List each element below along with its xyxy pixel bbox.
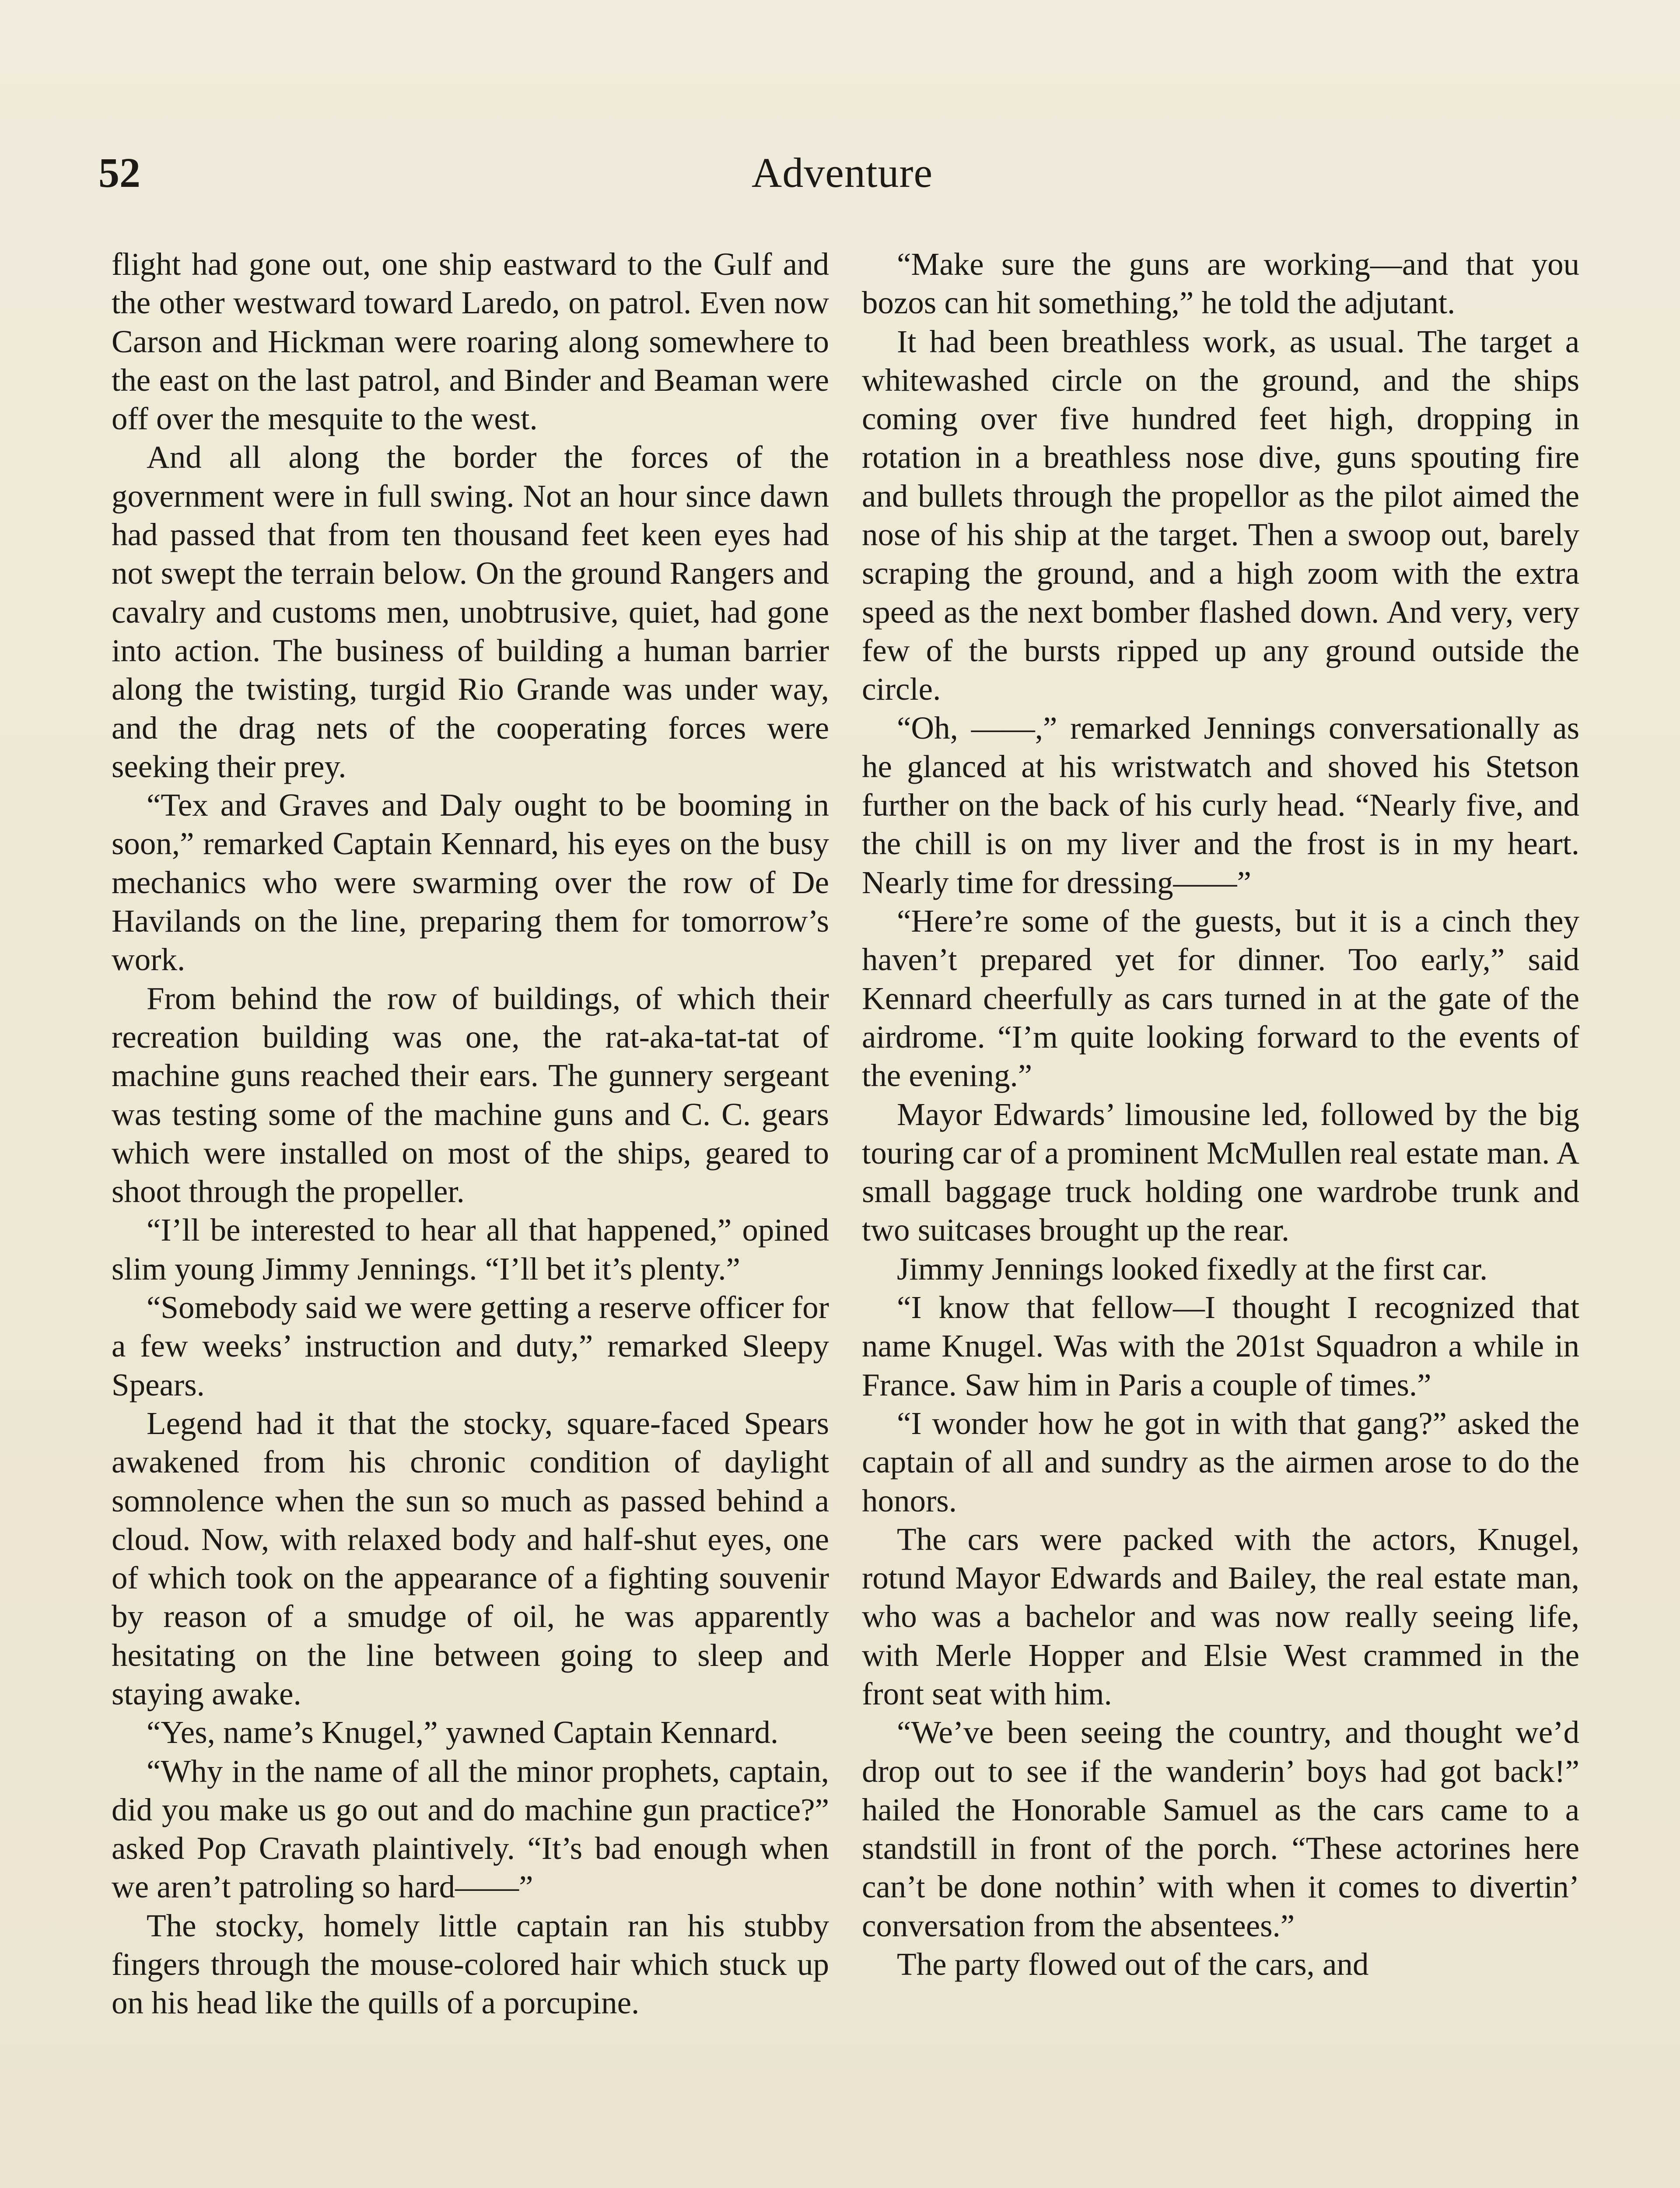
paragraph: “Oh, ——,” remarked Jennings conversationally as he glanced at his wristwatch and shoved his Stetson further on the back of his curly head. “Nearly five, and the chill is on my liver and the frost is in my heart. Nearly time for dressing——” (862, 710, 1579, 900)
page-number: 52 (98, 149, 140, 196)
paragraph: It had been breathless work, as usual. The target a whitewashed circle on the ground, and the ships coming over five hundred feet high, dropping in rotation in a breathless nose dive, guns spouting fire and bullets through the propellor as the pilot aimed the nose of his ship at the target. Then a swoop out, barely scraping the ground, and a high zoom with the extra speed as the next bomber flashed down. And very, very few of the bursts ripped up any ground outside the circle. (862, 323, 1579, 707)
paragraph: The stocky, homely little captain ran his stubby fingers through the mouse-colored hair which stuck up on his head like the quills of a porcupine. (112, 1907, 829, 2021)
paragraph: The party flowed out of the cars, and (897, 1946, 1369, 1982)
paragraph: From behind the row of buildings, of which their recreation building was one, the rat-aka-tat-tat of machine guns reached their ears. The gunnery sergeant was testing some of the machine guns and C. C. gears which were installed on most of the ships, geared to shoot through the propeller. (112, 980, 829, 1210)
paragraph: flight had gone out, one ship eastward to the Gulf and the other westward toward Laredo, on patrol. Even now Carson and Hickman were roaring along somewhere to the east on the last patrol, and Binder and Beaman were off over the mesquite to the west. (112, 246, 829, 437)
paragraph: “I know that fellow—I thought I recognized that name Knugel. Was with the 201st Squadron a while in France. Saw him in Paris a couple of times.” (862, 1290, 1579, 1403)
paragraph: “Yes, name’s Knugel,” yawned Captain Kennard. (147, 1715, 779, 1750)
page-header (98, 140, 1586, 206)
running-title: Adventure (751, 149, 933, 196)
paragraph: “I wonder how he got in with that gang?” asked the captain of all and sundry as the airmen arose to do the honors. (862, 1405, 1579, 1518)
right-column (862, 245, 1579, 2188)
left-column (112, 245, 829, 2188)
paragraph: “We’ve been seeing the country, and thought we’d drop out to see if the wanderin’ boys had got back!” hailed the Honorable Samuel as the cars came to a standstill in front of the porch. “These actorines here can’t be done nothin’ with when it comes to divertin’ conversation from the absentees.” (862, 1715, 1579, 1943)
paragraph: “Why in the name of all the minor prophets, captain, did you make us go out and do machine gun practice?” asked Pop Cravath plaintively. “It’s bad enough when we aren’t patroling so hard——” (112, 1753, 829, 1905)
paragraph: And all along the border the forces of the government were in full swing. Not an hour since dawn had passed that from ten thousand feet keen eyes had not swept the terrain below. On the ground Rangers and cavalry and customs men, unobtrusive, quiet, had gone into action. The business of building a human barrier along the twisting, turgid Rio Grande was under way, and the drag nets of the cooperating forces were seeking their prey. (112, 439, 829, 784)
paragraph: The cars were packed with the actors, Knugel, rotund Mayor Edwards and Bailey, the real estate man, who was a bachelor and was now really seeing life, with Merle Hopper and Elsie West crammed in the front seat with him. (862, 1521, 1579, 1711)
paragraph: Mayor Edwards’ limousine led, followed by the big touring car of a prominent McMullen real estate man. A small baggage truck holding one wardrobe trunk and two suitcases brought up the rear. (862, 1096, 1579, 1248)
paragraph: “Tex and Graves and Daly ought to be booming in soon,” remarked Captain Kennard, his eyes on the busy mechanics who were swarming over the row of De Havilands on the line, preparing them for tomorrow’s work. (112, 787, 829, 978)
paragraph: “Here’re some of the guests, but it is a cinch they haven’t prepared yet for dinner. Too early,” said Kennard cheerfully as cars turned in at the gate of the airdrome. “I’m quite looking forward to the events of the evening.” (862, 903, 1579, 1094)
paragraph: Legend had it that the stocky, square-faced Spears awakened from his chronic condition of daylight somnolence when the sun so much as passed behind a cloud. Now, with relaxed body and half-shut eyes, one of which took on the appearance of a fighting souvenir by reason of a smudge of oil, he was apparently hesitating on the line between going to sleep and staying awake. (112, 1405, 829, 1711)
paragraph: “Somebody said we were getting a reserve officer for a few weeks’ instruction and duty,” remarked Sleepy Spears. (112, 1290, 829, 1403)
paragraph: “Make sure the guns are working—and that you bozos can hit something,” he told the adjutant. (862, 246, 1579, 321)
paragraph: “I’ll be interested to hear all that happened,” opined slim young Jimmy Jennings. “I’ll bet it’s plenty.” (112, 1212, 829, 1287)
paragraph: Jimmy Jennings looked fixedly at the first car. (897, 1251, 1488, 1287)
